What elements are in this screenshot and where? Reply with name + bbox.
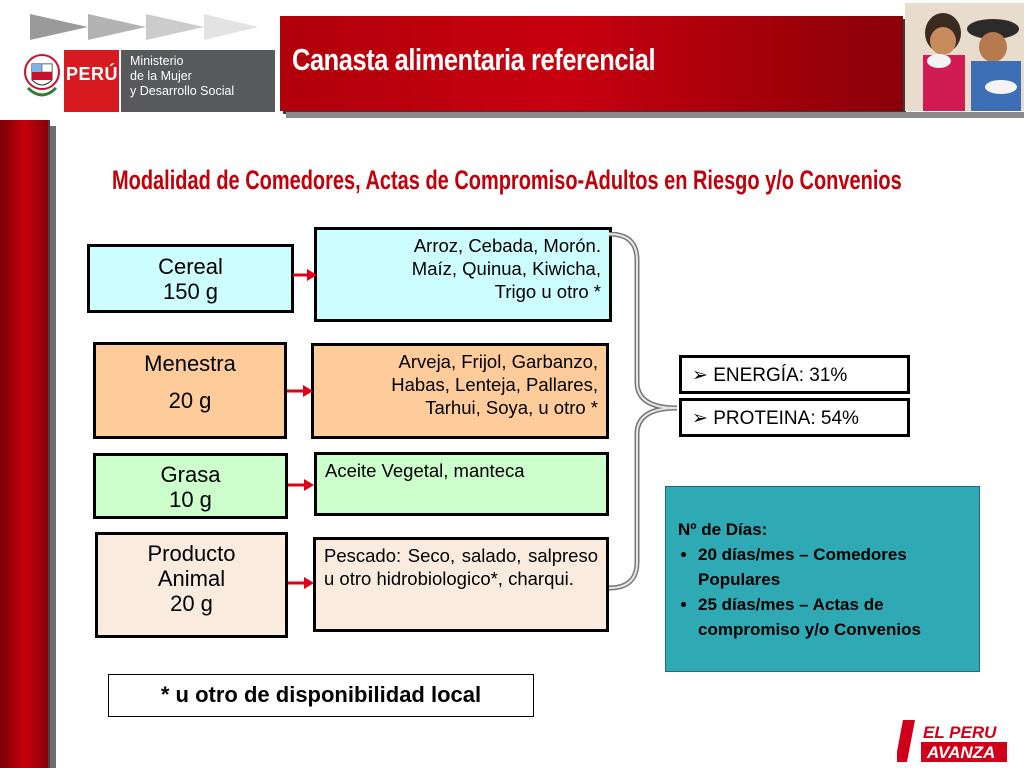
menestra-category: Menestra: [144, 351, 236, 376]
grasa-category: Grasa: [160, 462, 221, 487]
animal-category-box: [95, 532, 288, 638]
left-sidebar-bar: [0, 120, 50, 768]
days-heading: Nº de Días:: [678, 520, 768, 539]
header-arrow-strip-icon: [30, 14, 260, 40]
grasa-amount: 10 g: [169, 487, 212, 512]
ministry-name: Ministerio de la Mujer y Desarrollo Social: [130, 54, 235, 98]
cereal-desc-line: Trigo u otro *: [494, 281, 601, 302]
bullet-arrow-icon: ➢: [692, 365, 708, 386]
animal-category-line: Producto: [147, 541, 236, 566]
energy-box: [679, 355, 910, 394]
days-list-item: • 25 días/mes – Actas de compromiso y/o Convenios: [698, 592, 969, 642]
children-photo: [905, 3, 1024, 111]
animal-category-line: Animal: [157, 566, 226, 591]
bullet-arrow-icon: ➢: [692, 408, 708, 429]
arrow-right-icon: [288, 478, 314, 492]
protein-box: [679, 398, 910, 437]
days-list: [678, 542, 969, 642]
sidebar-shadow: [50, 126, 56, 768]
days-info-box: [665, 486, 980, 672]
animal-description: Pescado: Seco, salado, salpreso u otro hidrobiologico*, charqui.: [324, 545, 598, 589]
grasa-desc-line: Aceite Vegetal, manteca: [325, 460, 525, 481]
footnote: * u otro de disponibilidad local: [108, 674, 534, 717]
cereal-description-box: [314, 227, 612, 322]
menestra-desc-line: Tarhui, Soya, u otro *: [425, 397, 598, 418]
cereal-category-box: [87, 244, 294, 313]
grasa-description-box: [314, 452, 609, 516]
cereal-amount: 150 g: [162, 279, 219, 304]
brand-line-2: AVANZA: [927, 743, 996, 762]
cereal-desc-line: Maíz, Quinua, Kiwicha,: [411, 258, 601, 279]
protein-value: PROTEINA: 54%: [713, 408, 859, 429]
header-shadow: [286, 112, 1024, 118]
menestra-desc-line: Habas, Lenteja, Pallares,: [391, 374, 598, 395]
menestra-desc-line: Arveja, Frijol, Garbanzo,: [398, 351, 598, 372]
animal-amount: 20 g: [170, 591, 213, 616]
coat-of-arms-icon: [22, 52, 62, 110]
grasa-category-box: [93, 453, 288, 519]
arrow-right-icon: [287, 384, 313, 398]
brand-line-1: EL PERU: [923, 723, 997, 742]
arrow-right-icon: [288, 576, 314, 590]
section-subtitle: Modalidad de Comedores, Actas de Compromiso-Adultos en Riesgo y/o Convenios: [112, 165, 902, 195]
el-peru-avanza-logo: [897, 716, 1009, 766]
peru-label: PERÚ: [66, 64, 119, 84]
menestra-category-box: [93, 342, 287, 439]
cereal-desc-line: Arroz, Cebada, Morón.: [413, 235, 601, 256]
energy-value: ENERGÍA: 31%: [713, 365, 848, 386]
menestra-amount: 20 g: [168, 388, 212, 413]
menestra-description-box: [311, 343, 609, 439]
arrow-right-icon: [293, 268, 317, 282]
cereal-category: Cereal: [158, 254, 223, 279]
animal-description-box: [313, 537, 609, 632]
days-list-item: • 20 días/mes – Comedores Populares: [698, 542, 969, 592]
page-title: Canasta alimentaria referencial: [292, 42, 656, 77]
